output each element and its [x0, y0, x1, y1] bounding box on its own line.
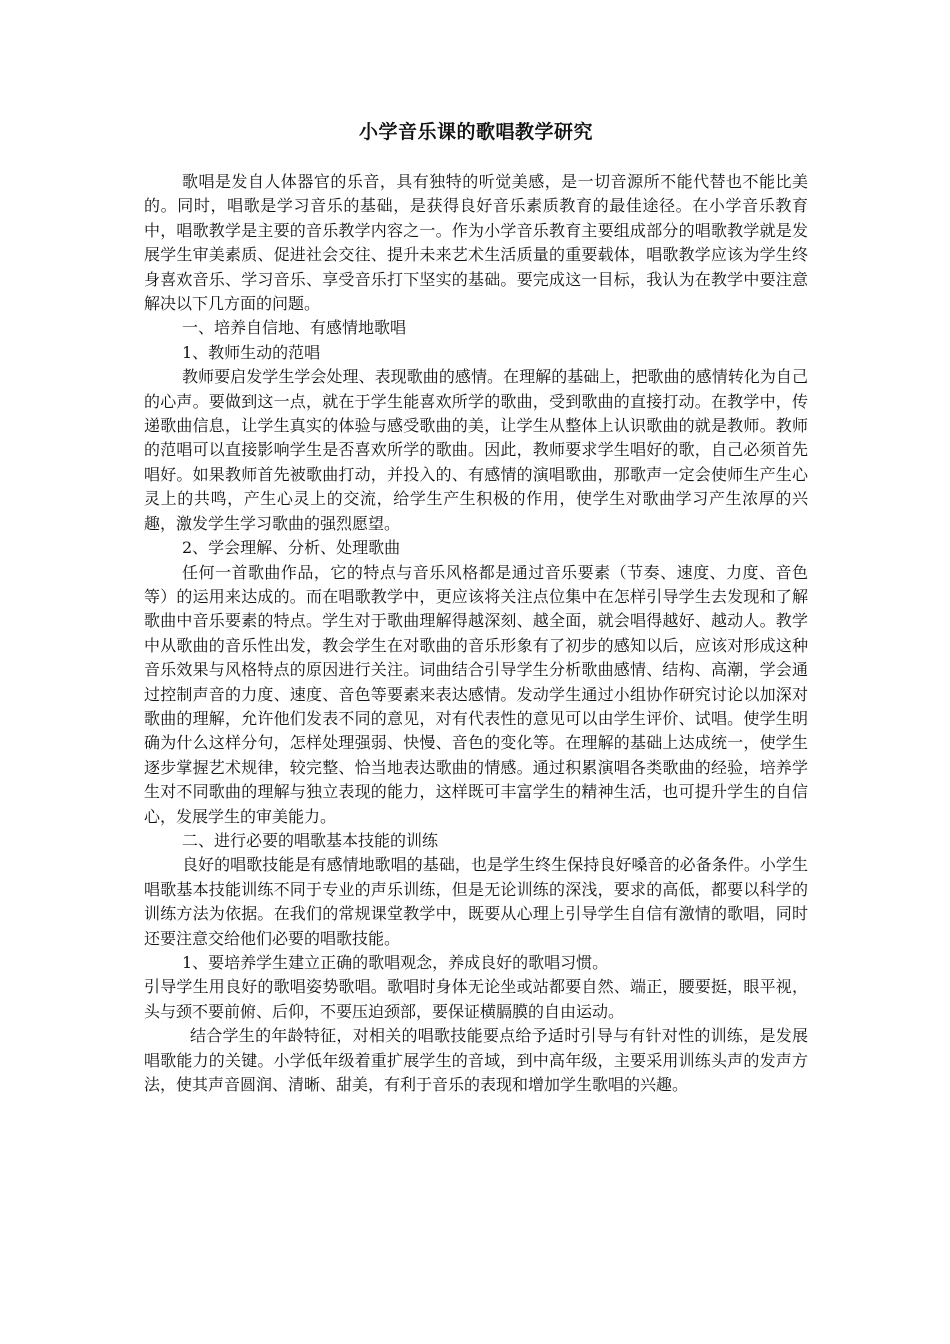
body-paragraph-2-1a: 引导学生用良好的歌唱姿势歌唱。歌唱时身体无论坐或站都要自然、端正，腰要挺，眼平视，头与颈不要前俯、后仰，不要压迫颈部，要保证横膈膜的自由运动。	[144, 977, 808, 1021]
document-title: 小学音乐课的歌唱教学研究	[358, 121, 593, 143]
section-heading-2: 二、进行必要的唱歌基本技能的训练	[182, 830, 439, 850]
section-heading-1: 一、培养自信地、有感情地歌唱	[182, 318, 407, 338]
subsection-heading-1-1: 1、教师生动的范唱	[182, 342, 321, 362]
intro-paragraph: 歌唱是发自人体器官的乐音，具有独特的听觉美感，是一切音源所不能代替也不能比美的。同时，唱歌是学习音乐的基础，是获得良好音乐素质教育的最佳途径。在小学音乐教育中，唱歌教学是主要的音乐教学内容之一。作为小学音乐教育主要组成部分的唱歌教学就是发展学生审美素质、促进社会交往、提升未来艺术生活质量的重要载体，唱歌教学应该为学生终身喜欢音乐、学习音乐、享受音乐打下坚实的基础。要完成这一目标，我认为在教学中要注意解决以下几方面的问题。	[144, 172, 808, 314]
body-paragraph-2-1b: 结合学生的年龄特征，对相关的唱歌技能要点给予适时引导与有针对性的训练，是发展唱歌能力的关键。小学低年级着重扩展学生的音域，到中高年级，主要采用训练头声的发声方法，使其声音圆润、清晰、甜美，有利于音乐的表现和增加学生歌唱的兴趣。	[144, 1026, 808, 1095]
body-paragraph-1-2: 任何一首歌曲作品，它的特点与音乐风格都是通过音乐要素（节奏、速度、力度、音色等）的运用来达成的。而在唱歌教学中，更应该将关注点位集中在怎样引导学生去发现和了解歌曲中音乐要素的特点。学生对于歌曲理解得越深刻、越全面，就会唱得越好、越动人。教学中从歌曲的音乐性出发，教会学生在对歌曲的音乐形象有了初步的感知以后，应该对形成这种音乐效果与风格特点的原因进行关注。词曲结合引导学生分析歌曲感情、结构、高潮，学会通过控制声音的力度、速度、音色等要素来表达感情。发动学生通过小组协作研究讨论以加深对歌曲的理解，允许他们发表不同的意见，对有代表性的意见可以由学生评价、试唱。使学生明确为什么这样分句，怎样处理强弱、快慢、音色的变化等。在理解的基础上达成统一，使学生逐步掌握艺术规律，较完整、恰当地表达歌曲的情感。通过积累演唱各类歌曲的经验，培养学生对不同歌曲的理解与独立表现的能力，这样既可丰富学生的精神生活，也可提升学生的自信心，发展学生的审美能力。	[144, 562, 808, 826]
subsection-heading-2-1: 1、要培养学生建立正确的歌唱观念，养成良好的歌唱习惯。	[182, 953, 609, 972]
subsection-heading-1-2: 2、学会理解、分析、处理歌曲	[182, 538, 401, 558]
body-paragraph-2: 良好的唱歌技能是有感情地歌唱的基础，也是学生终生保持良好嗓音的必备条件。小学生唱歌基本技能训练不同于专业的声乐训练，但是无论训练的深浅，要求的高低，都要以科学的训练方法为依据。在我们的常规课堂教学中，既要从心理上引导学生自信有激情的歌唱，同时还要注意交给他们必要的唱歌技能。	[144, 855, 808, 948]
body-paragraph-1-1: 教师要启发学生学会处理、表现歌曲的感情。在理解的基础上，把歌曲的感情转化为自己的心声。要做到这一点，就在于学生能喜欢所学的歌曲，受到歌曲的直接打动。在教学中，传递歌曲信息，让学生真实的体验与感受歌曲的美，让学生从整体上认识歌曲的就是教师。教师的范唱可以直接影响学生是否喜欢所学的歌曲。因此，教师要求学生唱好的歌，自己必须首先唱好。如果教师首先被歌曲打动，并投入的、有感情的演唱歌曲，那歌声一定会使师生产生心灵上的共鸣，产生心灵上的交流，给学生产生积极的作用，使学生对歌曲学习产生浓厚的兴趣，激发学生学习歌曲的强烈愿望。	[144, 367, 808, 533]
document-page	[144, 118, 808, 1097]
